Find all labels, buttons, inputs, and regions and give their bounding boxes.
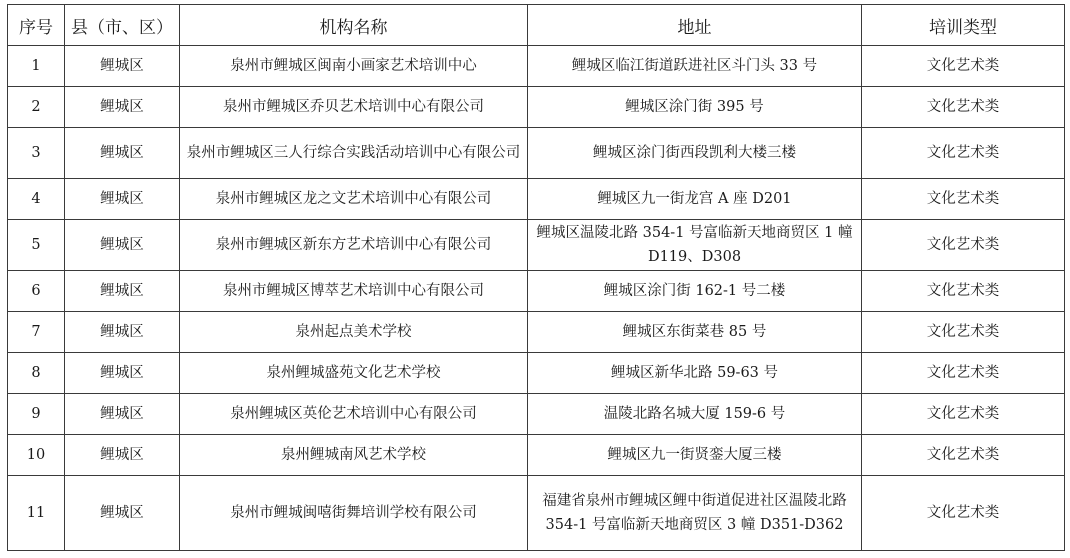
header-address: 地址	[528, 5, 862, 46]
cell-address: 鲤城区九一街龙宫 A 座 D201	[528, 179, 862, 220]
cell-training-type: 文化艺术类	[862, 476, 1065, 551]
cell-county: 鲤城区	[65, 394, 180, 435]
cell-institution-name: 泉州鲤城区英伦艺术培训中心有限公司	[180, 394, 528, 435]
cell-institution-name: 泉州市鲤城区闽南小画家艺术培训中心	[180, 46, 528, 87]
cell-institution-name: 泉州市鲤城区三人行综合实践活动培训中心有限公司	[180, 128, 528, 179]
header-training-type: 培训类型	[862, 5, 1065, 46]
cell-training-type: 文化艺术类	[862, 353, 1065, 394]
training-institutions-table	[7, 4, 1065, 551]
table-row	[8, 220, 1065, 271]
cell-serial-number: 6	[8, 271, 65, 312]
table-header-row	[8, 5, 1065, 46]
cell-address: 鲤城区九一街贤銮大厦三楼	[528, 435, 862, 476]
table-row	[8, 476, 1065, 551]
table-row	[8, 46, 1065, 87]
cell-address: 鲤城区涂门街 162-1 号二楼	[528, 271, 862, 312]
cell-address: 鲤城区涂门街西段凯利大楼三楼	[528, 128, 862, 179]
cell-institution-name: 泉州市鲤城闽嘻街舞培训学校有限公司	[180, 476, 528, 551]
cell-serial-number: 8	[8, 353, 65, 394]
table-row	[8, 435, 1065, 476]
table-row	[8, 394, 1065, 435]
cell-county: 鲤城区	[65, 87, 180, 128]
cell-training-type: 文化艺术类	[862, 128, 1065, 179]
cell-county: 鲤城区	[65, 435, 180, 476]
cell-training-type: 文化艺术类	[862, 312, 1065, 353]
table-row	[8, 87, 1065, 128]
header-institution-name: 机构名称	[180, 5, 528, 46]
cell-training-type: 文化艺术类	[862, 179, 1065, 220]
cell-serial-number: 11	[8, 476, 65, 551]
cell-institution-name: 泉州起点美术学校	[180, 312, 528, 353]
cell-serial-number: 4	[8, 179, 65, 220]
cell-institution-name: 泉州鲤城盛苑文化艺术学校	[180, 353, 528, 394]
cell-institution-name: 泉州市鲤城区龙之文艺术培训中心有限公司	[180, 179, 528, 220]
cell-training-type: 文化艺术类	[862, 87, 1065, 128]
cell-county: 鲤城区	[65, 353, 180, 394]
cell-serial-number: 9	[8, 394, 65, 435]
cell-address: 鲤城区温陵北路 354-1 号富临新天地商贸区 1 幢 D119、D308	[528, 220, 862, 271]
cell-county: 鲤城区	[65, 46, 180, 87]
cell-county: 鲤城区	[65, 476, 180, 551]
table-row	[8, 271, 1065, 312]
table-row	[8, 312, 1065, 353]
cell-serial-number: 7	[8, 312, 65, 353]
header-serial-number: 序号	[8, 5, 65, 46]
cell-institution-name: 泉州鲤城南风艺术学校	[180, 435, 528, 476]
cell-address: 福建省泉州市鲤城区鲤中街道促进社区温陵北路 354-1 号富临新天地商贸区 3 幢 D351-D362	[528, 476, 862, 551]
cell-county: 鲤城区	[65, 179, 180, 220]
cell-county: 鲤城区	[65, 220, 180, 271]
cell-serial-number: 10	[8, 435, 65, 476]
cell-training-type: 文化艺术类	[862, 394, 1065, 435]
cell-address: 鲤城区新华北路 59-63 号	[528, 353, 862, 394]
table-row	[8, 128, 1065, 179]
cell-serial-number: 1	[8, 46, 65, 87]
cell-serial-number: 5	[8, 220, 65, 271]
cell-county: 鲤城区	[65, 128, 180, 179]
cell-address: 鲤城区涂门街 395 号	[528, 87, 862, 128]
cell-address: 鲤城区东街菜巷 85 号	[528, 312, 862, 353]
table-row	[8, 353, 1065, 394]
cell-training-type: 文化艺术类	[862, 271, 1065, 312]
cell-serial-number: 2	[8, 87, 65, 128]
cell-address: 鲤城区临江街道跃进社区斗门头 33 号	[528, 46, 862, 87]
cell-county: 鲤城区	[65, 271, 180, 312]
header-county: 县（市、区）	[65, 5, 180, 46]
cell-serial-number: 3	[8, 128, 65, 179]
cell-institution-name: 泉州市鲤城区博萃艺术培训中心有限公司	[180, 271, 528, 312]
cell-county: 鲤城区	[65, 312, 180, 353]
table-row	[8, 179, 1065, 220]
cell-training-type: 文化艺术类	[862, 435, 1065, 476]
cell-address: 温陵北路名城大厦 159-6 号	[528, 394, 862, 435]
cell-institution-name: 泉州市鲤城区新东方艺术培训中心有限公司	[180, 220, 528, 271]
cell-training-type: 文化艺术类	[862, 220, 1065, 271]
cell-training-type: 文化艺术类	[862, 46, 1065, 87]
cell-institution-name: 泉州市鲤城区乔贝艺术培训中心有限公司	[180, 87, 528, 128]
